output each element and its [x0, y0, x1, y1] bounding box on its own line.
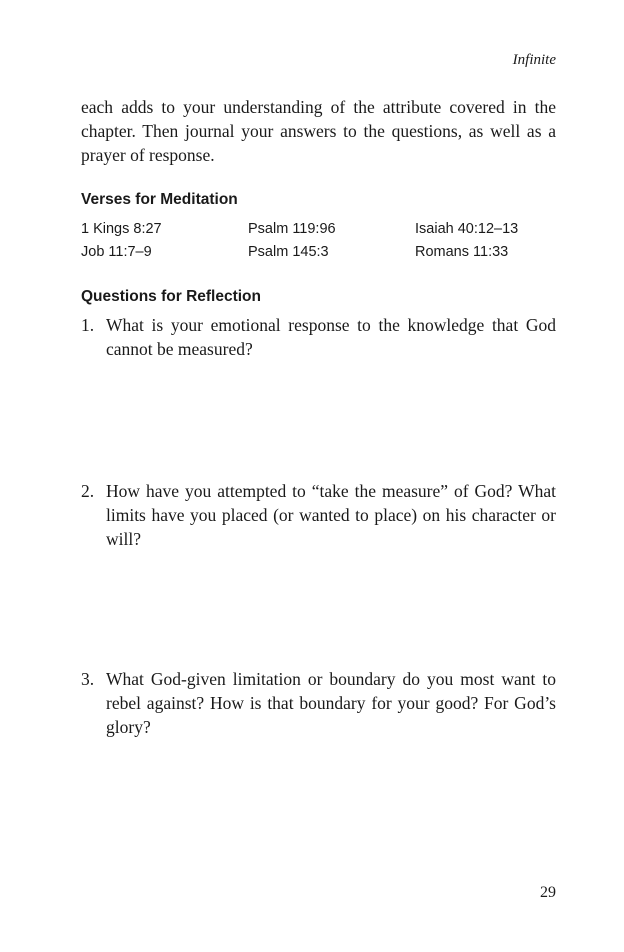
question-number: 3. [81, 669, 95, 689]
page-number: 29 [540, 884, 556, 901]
running-head: Infinite [512, 52, 556, 68]
question-number: 1. [81, 315, 95, 335]
verses-row [81, 241, 556, 264]
verse-reference: 1 Kings 8:27 [81, 221, 162, 237]
question-item [81, 667, 556, 739]
verse-reference: Psalm 119:96 [248, 221, 336, 237]
verses-heading: Verses for Meditation [81, 191, 238, 208]
verse-reference: Job 11:7–9 [81, 244, 152, 260]
question-text: What is your emotional response to the knowledge that God cannot be measured? [106, 315, 556, 359]
questions-heading: Questions for Reflection [81, 288, 261, 305]
question-text: How have you attempted to “take the measure” of God? What limits have you placed (or wanted to place) on his character or will? [106, 481, 556, 549]
question-item [81, 313, 556, 361]
question-text: What God-given limitation or boundary do you most want to rebel against? How is that boundary for your good? For God’s glory? [106, 669, 556, 737]
question-number: 2. [81, 481, 95, 501]
verse-reference: Romans 11:33 [415, 244, 509, 260]
verses-list [81, 218, 556, 264]
intro-paragraph: each adds to your understanding of the attribute covered in the chapter. Then journal your answers to the questions, as well as a prayer of response. [81, 97, 556, 165]
verse-reference: Isaiah 40:12–13 [415, 221, 519, 237]
verses-row [81, 218, 556, 241]
verse-reference: Psalm 145:3 [248, 244, 329, 260]
question-item [81, 479, 556, 551]
